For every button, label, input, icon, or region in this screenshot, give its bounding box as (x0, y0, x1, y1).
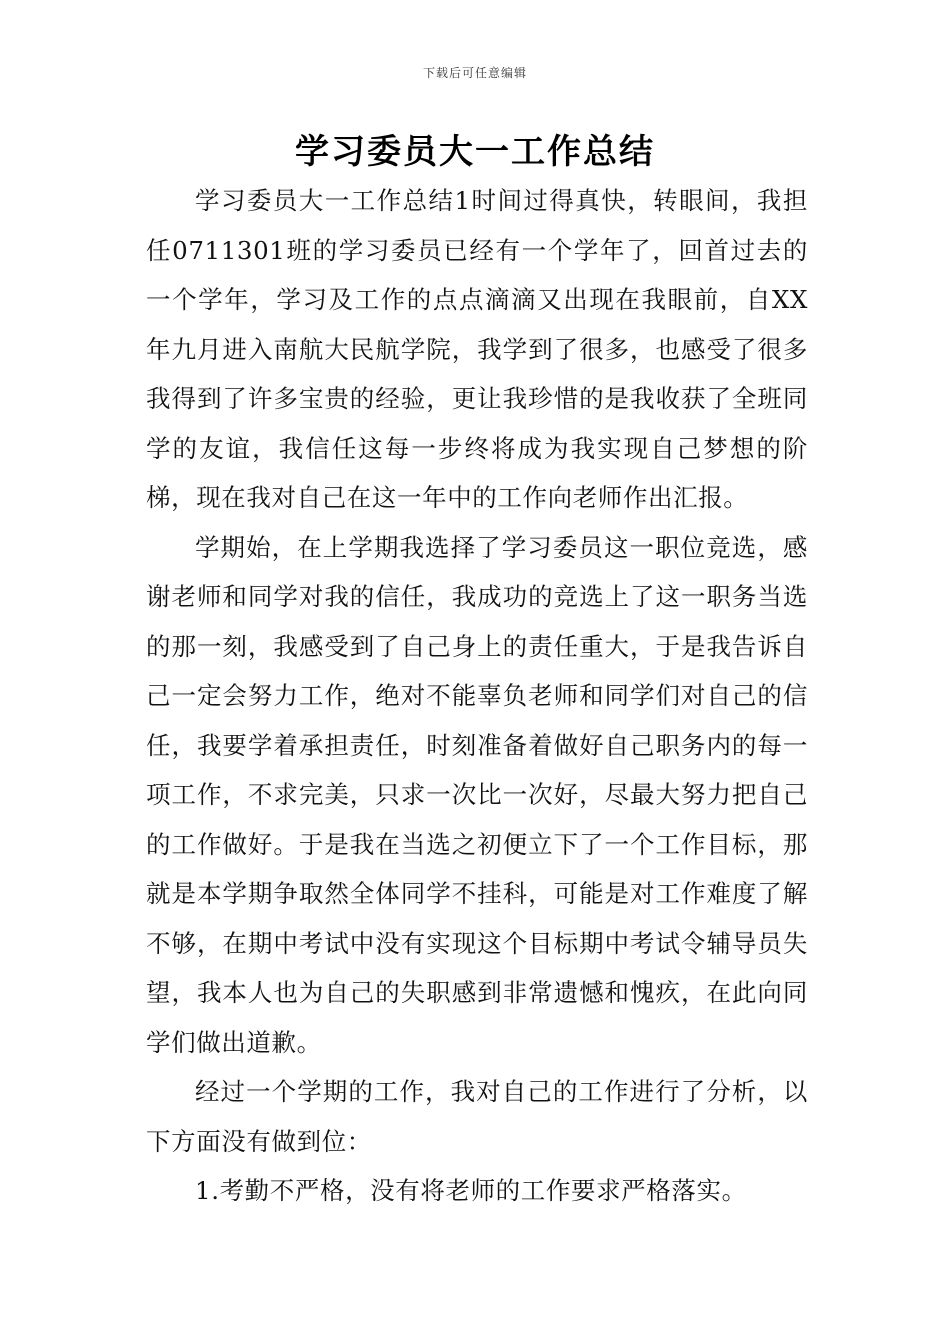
paragraph-election: 学期始，在上学期我选择了学习委员这一职位竞选，感谢老师和同学对我的信任，我成功的竞选上了这一职务当选的那一刻，我感受到了自己身上的责任重大，于是我告诉自己一定会努力工作，绝对不能辜负老师和同学们对自己的信任，我要学着承担责任，时刻准备着做好自己职务内的每一项工作，不求完美，只求一次比一次好，尽最大努力把自己的工作做好。于是我在当选之初便立下了一个工作目标，那就是本学期争取然全体同学不挂科，可能是对工作难度了解不够，在期中考试中没有实现这个目标期中考试令辅导员失望，我本人也为自己的失职感到非常遗憾和愧疚，在此向同学们做出道歉。 (146, 532, 808, 1057)
list-item-attendance: 1.考勤不严格，没有将老师的工作要求严格落实。 (195, 1176, 747, 1205)
header-note: 下载后可任意编辑 (422, 66, 527, 80)
paragraph-intro: 学习委员大一工作总结1时间过得真快，转眼间，我担任0711301班的学习委员已经有一个学年了，回首过去的一个学年，学习及工作的点点滴滴又出现在我眼前，自XX年九月进入南航大民航学院，我学到了很多，也感受了很多我得到了许多宝贵的经验，更让我珍惜的是我收获了全班同学的友谊，我信任这每一步终将成为我实现自己梦想的阶梯，现在我对自己在这一年中的工作向老师作出汇报。 (146, 186, 808, 512)
paragraph-analysis: 经过一个学期的工作，我对自己的工作进行了分析，以下方面没有做到位： (146, 1077, 808, 1156)
document-title: 学习委员大一工作总结 (295, 132, 655, 172)
document-body (146, 176, 808, 1216)
